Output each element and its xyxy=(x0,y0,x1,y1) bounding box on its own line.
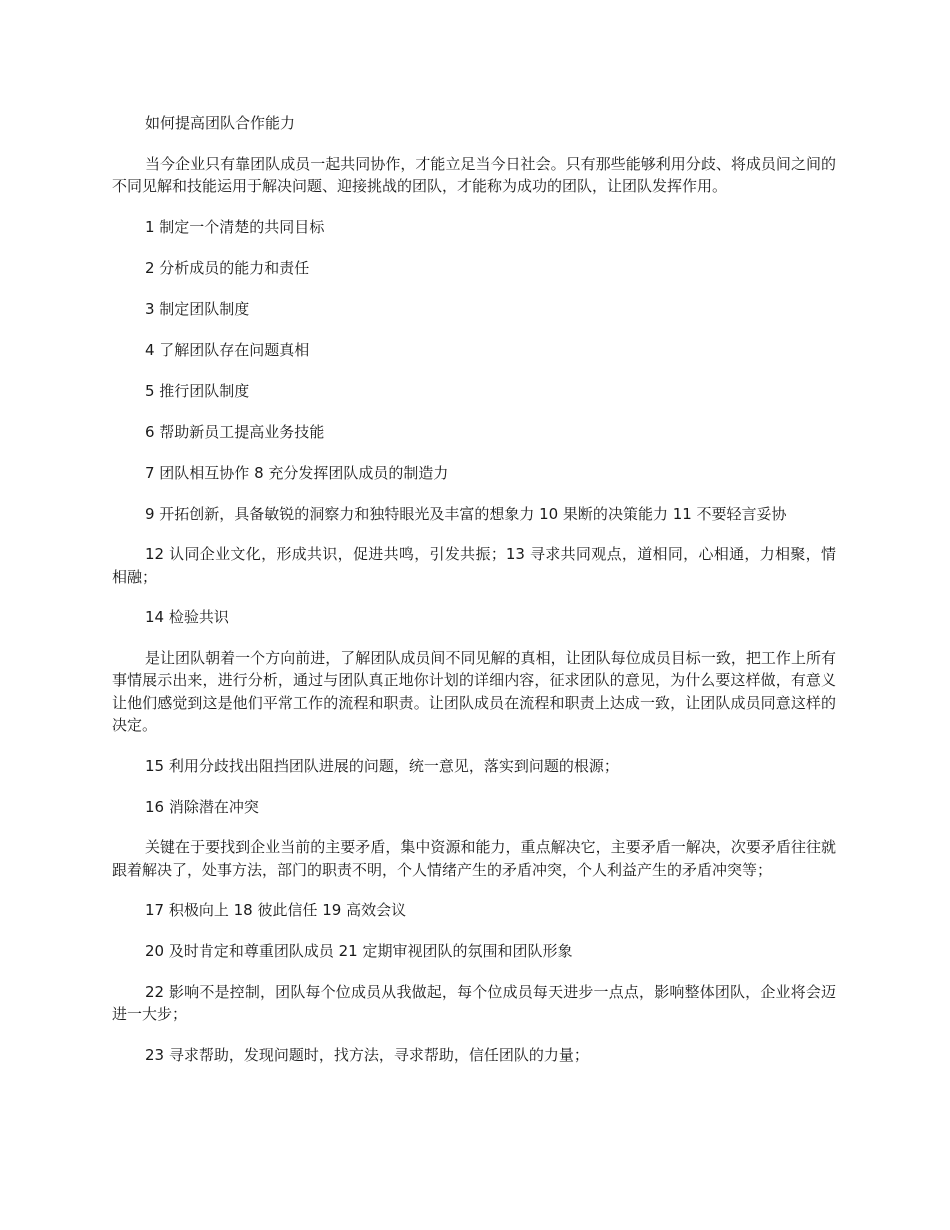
list-item: 23 寻求帮助，发现问题时，找方法，寻求帮助，信任团队的力量； xyxy=(145,1045,589,1064)
list-item: 3 制定团队制度 xyxy=(145,299,250,318)
list-item: 22 影响不是控制，团队每个位成员从我做起，每个位成员每天进步一点点，影响整体团队，企业将会迈进一大步； xyxy=(112,982,836,1023)
list-item: 4 了解团队存在问题真相 xyxy=(145,340,310,359)
list-item: 16 消除潜在冲突 xyxy=(145,797,259,816)
list-item: 6 帮助新员工提高业务技能 xyxy=(145,422,325,441)
list-item: 12 认同企业文化，形成共识，促进共鸣，引发共振；13 寻求共同观点，道相同，心相通，力相聚，情相融； xyxy=(112,545,836,586)
list-item: 5 推行团队制度 xyxy=(145,381,250,400)
list-item: 15 利用分歧找出阻挡团队进展的问题，统一意见，落实到问题的根源； xyxy=(145,756,619,775)
document-page xyxy=(112,112,836,1066)
document-title: 如何提高团队合作能力 xyxy=(145,114,296,132)
list-item: 9 开拓创新，具备敏锐的洞察力和独特眼光及丰富的想象力 10 果断的决策能力 11 不要轻言妥协 xyxy=(145,504,787,523)
list-item: 14 检验共识 xyxy=(145,608,229,626)
list-item: 17 积极向上 18 彼此信任 19 高效会议 xyxy=(145,901,407,919)
body-paragraph: 关键在于要找到企业当前的主要矛盾，集中资源和能力，重点解决它，主要矛盾一解决，次要矛盾往往就跟着解决了，处事方法，部门的职责不明，个人情绪产生的矛盾冲突，个人利益产生的矛盾冲突等； xyxy=(112,838,836,879)
list-item: 2 分析成员的能力和责任 xyxy=(145,258,310,277)
list-item: 7 团队相互协作 8 充分发挥团队成员的制造力 xyxy=(145,463,449,482)
body-paragraph: 是让团队朝着一个方向前进，了解团队成员间不同见解的真相，让团队每位成员目标一致，把工作上所有事情展示出来，进行分析，通过与团队真正地你计划的详细内容，征求团队的意见，为什么要这样做，有意义让他们感觉到这是他们平常工作的流程和职责。让团队成员在流程和职责上达成一致，让团队成员同意这样的决定。 xyxy=(112,648,836,734)
list-item: 1 制定一个清楚的共同目标 xyxy=(145,217,325,236)
intro-paragraph: 当今企业只有靠团队成员一起共同协作，才能立足当今日社会。只有那些能够利用分歧、将成员间之间的不同见解和技能运用于解决问题、迎接挑战的团队，才能称为成功的团队，让团队发挥作用。 xyxy=(112,154,836,195)
list-item: 20 及时肯定和尊重团队成员 21 定期审视团队的氛围和团队形象 xyxy=(145,942,573,960)
